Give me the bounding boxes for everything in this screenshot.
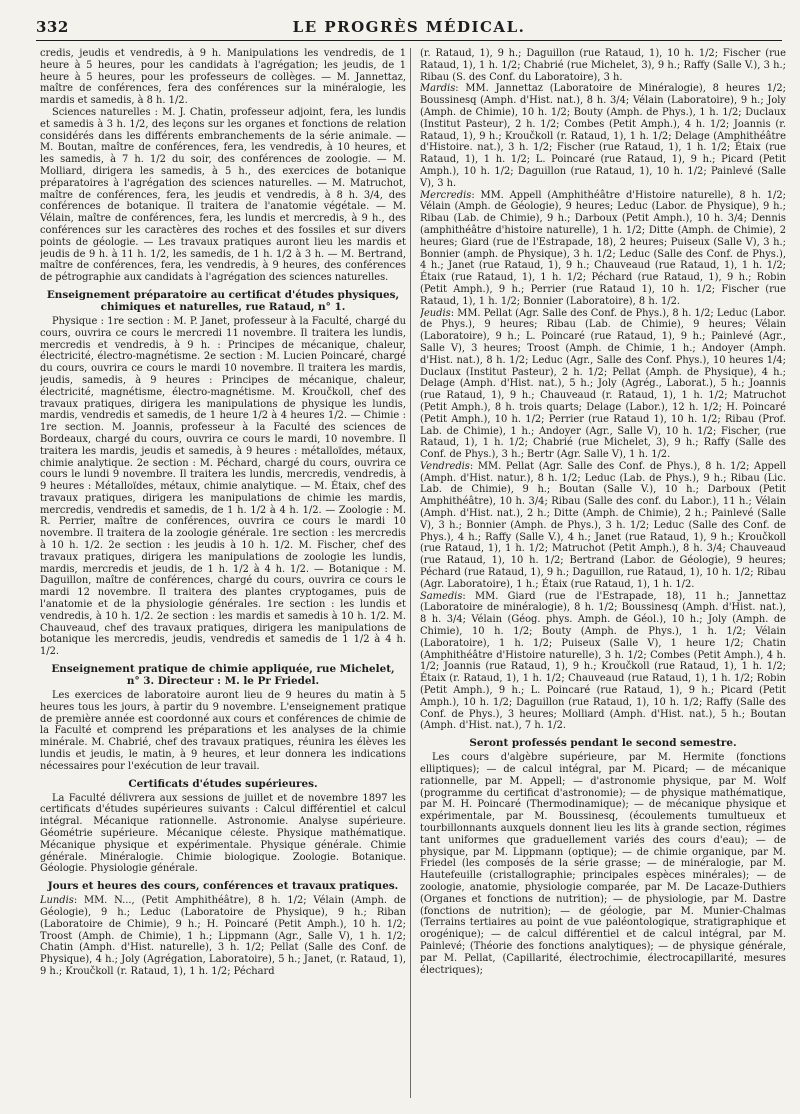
schedule-day-label: Lundis (40, 895, 74, 907)
running-title: LE PROGRÈS MÉDICAL. (292, 18, 526, 36)
paragraph: Physique : 1re section : M. P. Janet, professeur à la Faculté, chargé du cours, ouvrira ce cours le mercredi 11 novembre. Il traitera les lundis, mercredis et vendredis, à 9 h. : Principes de mécanique, chaleur, électricité, électro-magnétisme. 2e section : M. Lucien Poincaré, chargé du cours, ouvrira ce cours le mardi 10 novembre. Il traitera les mardis, jeudis, samedis, à 9 heures : Principes de mécanique, chaleur, électricité, magnétisme, électro-magnétisme. M. Kroučkoll, chef des travaux pratiques, dirigera les manipulations de physique les lundis, mardis, vendredis et samedis, de 1 heure 1/2 à 4 heures 1/2. — Chimie : 1re section. M. Joannis, professeur à la Faculté des sciences de Bordeaux, chargé du cours, ouvrira ce cours le mardi, 10 novembre. Il traitera les mardis, jeudis et samedis, à 9 heures : métalloïdes, métaux, chimie analytique. 2e section : M. Péchard, chargé du cours, ouvrira ce cours le lundi 9 novembre. Il traitera les lundis, mercredis, vendredis, à 9 heures : Métalloïdes, métaux, chimie analytique. — M. Étaix, chef des travaux pratiques, dirigera les manipulations de chimie les mardis, mercredis, vendredis et samedis, de 1 h. 1/2 à 4 h. 1/2. — Zoologie : M. R. Perrier, maître de conférences, ouvrira ce cours le mardi 10 novembre. Il traitera de la zoologie générale. 1re section : les mercredis à 10 h. 1/2. 2e section : les jeudis à 10 h. 1/2. M. Fischer, chef des travaux pratiques, dirigera les manipulations de zoologie les lundis, mardis, mercredis et jeudis, de 1 h. 1/2 à 4 h. 1/2. — Botanique : M. Daguillon, maître de conférences, chargé du cours, ouvrira ce cours le mardi 12 novembre. Il traitera des plantes cryptogames, puis de l'anatomie et de la physiologie générales. 1re section : les lundis et vendredis, à 10 h. 1/2. 2e section : les mardis et samedis à 10 h. 1/2. M. Chauveaud, chef des travaux pratiques, dirigera les manipulations de botanique les mercredis, jeudis, vendredis et samedis de 1 1/2 à 4 h. 1/2. (40, 315, 406, 658)
schedule-day-text: : MM. Jannettaz (Laboratoire de Minéralogie), 8 heures 1/2; Boussinesq (Amph. d'Hist. nat.), 8 h. 3/4; Vélain (Laboratoire), 9 h.; Joly (Amph. de Chimie), 10 h. 1/2; Bouty (Amph. de Phys.), 1 h. 1/2; Duclaux (Institut Pasteur), 2 h. 1/2; Combes (Petit Amph.), 4 h. 1/2; Joannis (r. Rataud, 1), 9 h.; Kroučkoll (r. Rataud, 1), 1 h. 1/2; Delage (Amphithéâtre d'Histoire. nat.), 3 h. 1/2; Fischer (rue Rataud, 1), 1 h. 1/2; Étaix (rue Rataud, 1), 1 h. 1/2; L. Poincaré (rue Rataud, 1), 9 h.; Picard (Petit Amph.), 10 h. 1/2; Daguillon (rue Rataud, 1), 10 h. 1/2; Painlevé (Salle V), 3 h. (420, 83, 786, 189)
schedule-day (420, 190, 786, 308)
schedule-day-text: : MM. Appell (Amphithéâtre d'Histoire naturelle), 8 h. 1/2; Vélain (Amph. de Géologie), 9 heures; Leduc (Labor. de Physique), 9 h.; Ribau (Lab. de Chimie), 9 h.; Darboux (Petit Amph.), 10 h. 3/4; Dennis (amphithéâtre d'histoire naturelle), 1 h. 1/2; Ditte (Amph. de Chimie), 2 heures; Giard (rue de l'Estrapade, 18), 2 heures; Puiseux (Salle V), 3 h.; Bonnier (amph. de Physique), 3 h. 1/2; Leduc (Salle des Conf. de Phys.), 4 h.; Janet (rue Rataud, 1), 9 h.; Chauveaud (rue Rataud, 1), 1 h. 1/2; Étaix (rue Rataud, 1), 1 h. 1/2; Péchard (rue Rataud, 1), 9 h.; Robin (Petit Amph.), 9 h.; Perrier (rue Rataud 1), 10 h. 1/2; Fischer (rue Rataud, 1), 1 h. 1/2; Bonnier (Laboratoire), 8 h. 1/2. (420, 189, 786, 307)
paragraph: credis, jeudis et vendredis, à 9 h. Manipulations les vendredis, de 1 heure à 5 heures, pour les candidats à l'agrégation; les jeudis, de 1 heure à 5 heures, pour les professeurs de collèges. — M. Jannettaz, maître de conférences, fera des conférences sur la minéralogie, les mardis et samedis, à 8 h. 1/2. (40, 48, 406, 107)
schedule-day-label: Vendredis (420, 460, 470, 472)
left-column (40, 48, 406, 1108)
schedule-day-text: : MM. Pellat (Agr. Salle des Conf. de Phys.), 8 h. 1/2; Leduc (Labor. de Phys.), 9 heures; Ribau (Lab. de Chimie), 9 heures; Vélain (Laboratoire), 9 h.; L. Poincaré (rue Rataud, 1), 9 h.; Painlevé (Agr., Salle V), 3 heures; Troost (Amph. de Chimie, 1 h.; Andoyer (Amph. d'Hist. nat.), 8 h. 1/2; Leduc (Agr., Salle des Conf. Phys.), 10 heures 1/4; Duclaux (Institut Pasteur), 2 h. 1/2; Pellat (Amph. de Physique), 4 h.; Delage (Amph. d'Hist. nat.), 5 h.; Joly (Agrég., Laborat.), 5 h.; Joannis (rue Rataud, 1), 9 h.; Chauveaud (r. Rataud, 1), 1 h. 1/2; Matruchot (Petit Amph.), 8 h. trois quarts; Delage (Labor.), 12 h. 1/2; H. Poincaré (Petit Amph.), 10 h. 1/2; Perrier (rue Rataud 1), 10 h. 1/2; Ribau (Prof. Lab. de Chimie), 1 h.; Andoyer (Agr., Salle V), 10 h. 1/2; Fischer, (rue Rataud, 1), 1 h. 1/2; Chabrié (rue Michelet, 3), 9 h.; Raffy (Salle des Conf. de Phys.), 3 h.; Bertr (Agr. Salle V), 1 h. 1/2. (420, 307, 786, 461)
schedule-day-label: Jeudis (420, 307, 451, 319)
column-divider (410, 48, 411, 1098)
schedule-day (420, 591, 786, 733)
schedule-day-text: : MM. N..., (Petit Amphithéâtre), 8 h. 1/2; Vélain (Amph. de Géologie), 9 h.; Leduc (Laboratoire de Physique), 9 h.; Riban (Laboratoire de Chimie), 9 h.; H. Poincaré (Petit Amph.), 10 h. 1/2; Troost (Amph. de Chimie), 1 h.; Lippmann (Agr., Salle V), 1 h. 1/2; Chatin (Amph. d'Hist. naturelle), 3 h. 1/2; Pellat (Salle des Conf. de Physique), 4 h.; Joly (Agrégation, Laboratoire), 5 h.; Janet, (r. Rataud, 1), 9 h.; Kroučkoll (r. Rataud, 1), 1 h. 1/2; Péchard (40, 895, 406, 977)
paragraph: Les cours d'algèbre supérieure, par M. Hermite (fonctions elliptiques); — de calcul intégral, par M. Picard; — de mécanique rationnelle, par M. Appell; — d'astronomie physique, par M. Wolf (programme du certificat d'astronomie); — de physique mathématique, par M. H. Poincaré (Thermodinamique); — de mécanique physique et expérimentale, par M. Boussinesq, (écoulements tumultueux et tourbillonnants auxquels donnent lieu les lits à grande section, régimes tant uniformes que graduellement variés des cours d'eau); — de physique, par M. Lippmann (optique); — de chimie organique, par M. Friedel (les composés de la série grasse; — de minéralogie, par M. Hautefeuille (cristallographie; principales espèces minérales); — de zoologie, anatomie, physiologie comparée, par M. De Lacaze-Duthiers (Organes et fonctions de nutrition); — de physiologie, par M. Dastre (fonctions de nutrition); — de géologie, par M. Munier-Chalmas (Terrains tertiaires au point de vue paléontologique, stratigraphique et orogénique); — de calcul différentiel et de calcul intégral, par M. Painlevé; (Théorie des fonctions analytiques); — de physique générale, par M. Pellat, (Capillarité, électrochimie, électrocapillarité, mesures électriques); (420, 752, 786, 976)
section-heading: Enseignement pratique de chimie appliquée, rue Michelet, n° 3. Directeur : M. le Pr Friedel. (51, 663, 395, 688)
schedule-day-text: : MM. Giard (rue de l'Estrapade, 18), 11 h.; Jannettaz (Laboratoire de minéralogie), 8 h. 1/2; Boussinesq (Amph. d'Hist. nat.), 8 h. 3/4; Vélain (Géog. phys. Amph. de Géol.), 10 h.; Joly (Amph. de Chimie), 10 h. 1/2; Bouty (Amph. de Phys.), 1 h. 1/2; Vélain (Laboratoire), 1 h. 1/2; Puiseux (Salle V), 1 heure 1/2; Chatin (Amphithéâtre d'Histoire naturelle), 3 h. 1/2; Combes (Petit Amph.), 4 h. 1/2; Joannis (rue Rataud, 1), 9 h.; Kroučkoll (rue Rataud, 1), 1 h. 1/2; Étaix (r. Rataud, 1), 1 h. 1/2; Chauveaud (rue Rataud, 1), 1 h. 1/2; Robin (Petit Amph.), 9 h.; L. Poincaré (rue Rataud, 1), 9 h.; Picard (Petit Amph.), 10 h. 1/2; Daguillon (rue Rataud, 1), 10 h. 1/2; Raffy (Salle des Conf. de Phys.), 3 heures; Molliard (Amph. d'Hist. nat.), 5 h.; Boutan (Amph. d'Hist. nat.), 7 h. 1/2. (420, 590, 786, 732)
paragraph: Les exercices de laboratoire auront lieu de 9 heures du matin à 5 heures tous les jours, à partir du 9 novembre. L'enseignement pratique de première année est coordonné aux cours et conférences de chimie de la Faculté et comprend les préparations et les analyses de la chimie minérale. M. Chabrié, chef des travaux pratiques, réunira les élèves les lundis et jeudis, le matin, à 9 heures, et leur donnera les indications nécessaires pour l'exécution de leur travail. (40, 690, 406, 772)
schedule-day-label: Samedis (420, 590, 463, 602)
section-heading: Jours et heures des cours, conférences et travaux pratiques. (47, 880, 399, 893)
paragraph: La Faculté délivrera aux sessions de juillet et de novembre 1897 les certificats d'études supérieures suivants : Calcul différentiel et calcul intégral. Mécanique rationnelle. Astronomie. Analyse supérieure. Géométrie supérieure. Mécanique céleste. Physique mathématique. Mécanique physique et expérimentale. Physique générale. Chimie générale. Minéralogie. Chimie biologique. Zoologie. Botanique. Géologie. Physiologie générale. (40, 792, 406, 875)
schedule-day (420, 461, 786, 591)
schedule-day (420, 83, 786, 189)
schedule-day-text: : MM. Pellat (Agr. Salle des Conf. de Phys.), 8 h. 1/2; Appell (Amph. d'Hist. natur.), 8 h. 1/2; Leduc (Lab. de Phys.), 9 h.; Ribau (Lic. Lab. de Chimie), 9 h.; Boutan (Salle V.), 10 h.; Darboux (Petit Amphithéâtre), 10 h. 3/4; Ribau (Salle des conf. du Labor.), 11 h.; Vélain (Amph. d'Hist. nat.), 2 h.; Ditte (Amph. de Chimie), 2 h.; Painlevé (Salle V), 3 h.; Bonnier (Amph. de Phys.), 3 h. 1/2; Leduc (Salle des Conf. de Phys.), 4 h.; Raffy (Salle V.), 4 h.; Janet (rue Rataud, 1), 9 h.; Kroučkoll (rue Rataud, 1), 1 h. 1/2; Matruchot (Petit Amph.), 8 h. 3/4; Chauveaud (rue Rataud, 1), 10 h. 1/2; Bertrand (Labor. de Géologie), 9 heures; Péchard (rue Rataud, 1), 9 h.; Daguillon, rue Rataud, 1), 10 h. 1/2; Ribau (Agr. Laboratoire), 1 h.; Étaix (rue Rataud, 1), 1 h. 1/2. (420, 460, 786, 590)
page-header (36, 18, 782, 41)
page-number: 332 (36, 18, 69, 36)
schedule-day-label: Mercredis (420, 189, 472, 201)
right-column (420, 48, 786, 1108)
schedule-day (420, 308, 786, 461)
schedule-day (40, 895, 406, 978)
paragraph: Sciences naturelles : M. J. Chatin, professeur adjoint, fera, les lundis et samedis à 3 h. 1/2, des leçons sur les organes et fonctions de relation considérés dans les différents embranchements de la série animale. — M. Boutan, maître de conférences, fera, les vendredis, à 10 heures, et les samedis, à 7 h. 1/2 du soir, des conférences de zoologie. — M. Molliard, dirigera les samedis, à 5 h., des exercices de botanique préparatoires à l'agrégation des sciences naturelles. — M. Matruchot, maître de conférences, fera, les jeudis et vendredis, à 8 h. 3/4, des conférences de botanique. Il traitera de l'anatomie végétale. — M. Vélain, maître de conférences, fera, les lundis et mercredis, à 9 h., des conférences sur les caractères des roches et des fossiles et sur divers points de géologie. — Les travaux pratiques auront lieu les mardis et jeudis de 9 h. à 11 h. 1/2, les samedis, de 1 h. 1/2 à 3 h. — M. Bertrand, maître de conférences, fera, les vendredis, à 9 heures, des conférences de pétrographie aux candidats à l'agrégation des sciences naturelles. (40, 106, 406, 284)
schedule-day-label: Mardis (420, 83, 456, 95)
section-heading: Enseignement préparatoire au certificat d'études physiques, chimiques et naturelles, rue Rataud, n° 1. (46, 288, 400, 313)
section-heading: Seront professés pendant le second semestre. (469, 737, 737, 750)
section-heading: Certificats d'études supérieures. (128, 777, 318, 790)
paragraph: (r. Rataud, 1), 9 h.; Daguillon (rue Rataud, 1), 10 h. 1/2; Fischer (rue Rataud, 1), 1 h. 1/2; Chabrié (rue Michelet, 3), 9 h.; Raffy (Salle V.), 3 h.; Ribau (S. des Conf. du Laboratoire), 3 h. (420, 48, 786, 83)
